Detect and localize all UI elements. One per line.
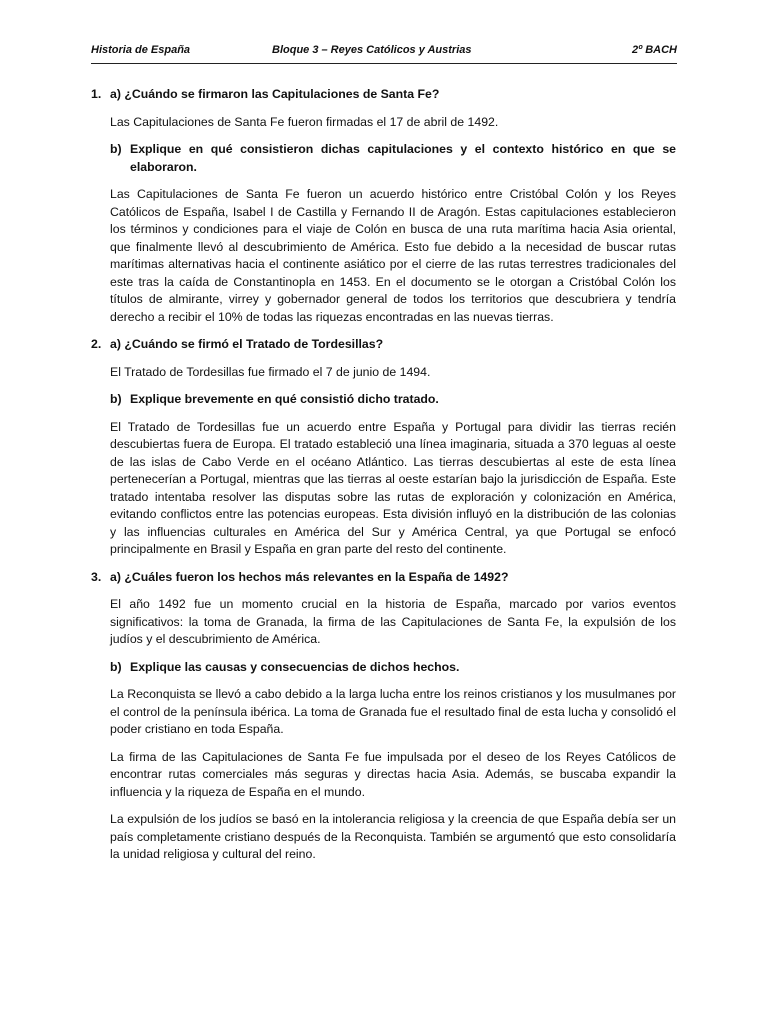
answer-1-b: Las Capitulaciones de Santa Fe fueron un acuerdo histórico entre Cristóbal Colón y los Reyes Católicos de España, Isabel I de Castilla y Fernando II de Aragón. Estas capitulaciones establecieron los términos y condiciones para el viaje de Colón en busca de una ruta marítima hacia Asia oriental, que finalmente llevó al descubrimiento de América. Esto fue debido a la necesidad de buscar rutas marítimas alternativas hacia el continente asiático por el cierre de las rutas terrestres tradicionales del este tras la caída de Constantinopla en 1453. En el documento se le otorgan a Cristóbal Colón los títulos de almirante, virrey y gobernador general de todos los territorios que descubriera y tendría derecho a recibir el 10% de todas las riquezas encontradas en las nuevas tierras.: [110, 187, 676, 324]
answer-2-a: El Tratado de Tordesillas fue firmado el 7 de junio de 1494.: [110, 364, 431, 379]
header-subject: Historia de España: [91, 44, 191, 56]
question-text: ¿Cuáles fueron los hechos más relevantes en la España de 1492?: [124, 569, 509, 584]
header-block-title: Bloque 3 – Reyes Católicos y Austrias: [272, 44, 472, 56]
answer-3-b-paragraph-2: La firma de las Capitulaciones de Santa Fe fue impulsada por el deseo de los Reyes Católicos de encontrar rutas comerciales más seguras y directas hacia Asia. Además, se buscaba expandir la influencia y la riqueza de España en el mundo.: [110, 749, 676, 799]
answer-3-b-paragraph-3: La expulsión de los judíos se basó en la intolerancia religiosa y la creencia de que España debía ser un país completamente cristiano después de la Reconquista. También se argumentó que esto consolidaría la unidad religiosa y cultural del reino.: [110, 812, 676, 861]
question-text: ¿Cuándo se firmaron las Capitulaciones de Santa Fe?: [124, 87, 440, 101]
question-text: Explique brevemente en qué consistió dicho tratado.: [130, 392, 439, 406]
header-course: 2º BACH: [632, 44, 677, 56]
question-3-b: [110, 659, 676, 677]
question-number: 3.: [91, 569, 102, 584]
question-label: b): [110, 659, 122, 674]
question-text: Explique las causas y consecuencias de dichos hechos.: [130, 659, 460, 674]
answer-3-b-paragraph-1: La Reconquista se llevó a cabo debido a la larga lucha entre los reinos cristianos y los musulmanes por el control de la península ibérica. La toma de Granada fue el resultado final de esta lucha y consolidó el poder cristiano en toda España.: [110, 687, 676, 736]
question-label: a): [110, 569, 121, 584]
question-text: Explique en qué consistieron dichas capitulaciones y el contexto histórico en que se elaboraron.: [130, 142, 676, 174]
question-text: ¿Cuándo se firmó el Tratado de Tordesillas?: [124, 337, 384, 351]
question-number: 1.: [91, 87, 102, 101]
answer-3-a: El año 1492 fue un momento crucial en la historia de España, marcado por varios eventos significativos: la toma de Granada, la firma de las Capitulaciones de Santa Fe, la expulsión de los judíos y el descubrimiento de América.: [110, 597, 676, 646]
question-1-a: [91, 86, 676, 104]
question-2-a: [91, 336, 676, 354]
question-label: b): [110, 392, 122, 406]
question-1-b: [110, 141, 676, 176]
question-label: a): [110, 87, 121, 101]
answer-1-a: Las Capitulaciones de Santa Fe fueron firmadas el 17 de abril de 1492.: [110, 114, 499, 129]
answer-2-b: El Tratado de Tordesillas fue un acuerdo entre España y Portugal para dividir las tierras recién descubiertas fuera de Europa. El tratado estableció una línea imaginaria, situada a 370 leguas al oeste de las islas de Cabo Verde en el océano Atlántico. Las tierras descubiertas al este de esta línea pertenecerían a Portugal, mientras que las tierras al oeste estarían bajo la jurisdicción de España. Este tratado intentaba resolver las disputas sobre las rutas de exploración y colonización en América, evitando conflictos entre las potencias europeas. Esta división influyó en la distribución de las colonias y las influencias culturales en América del Sur y América Central, ya que Portugal se enfocó principalmente en Brasil y España en gran parte del resto del continente.: [110, 419, 676, 556]
question-number: 2.: [91, 337, 102, 351]
question-3-a: [91, 569, 676, 587]
question-2-b: [110, 391, 676, 409]
document-body: [91, 86, 676, 874]
question-label: a): [110, 337, 121, 351]
question-label: b): [110, 142, 122, 156]
page-header: [91, 43, 677, 64]
